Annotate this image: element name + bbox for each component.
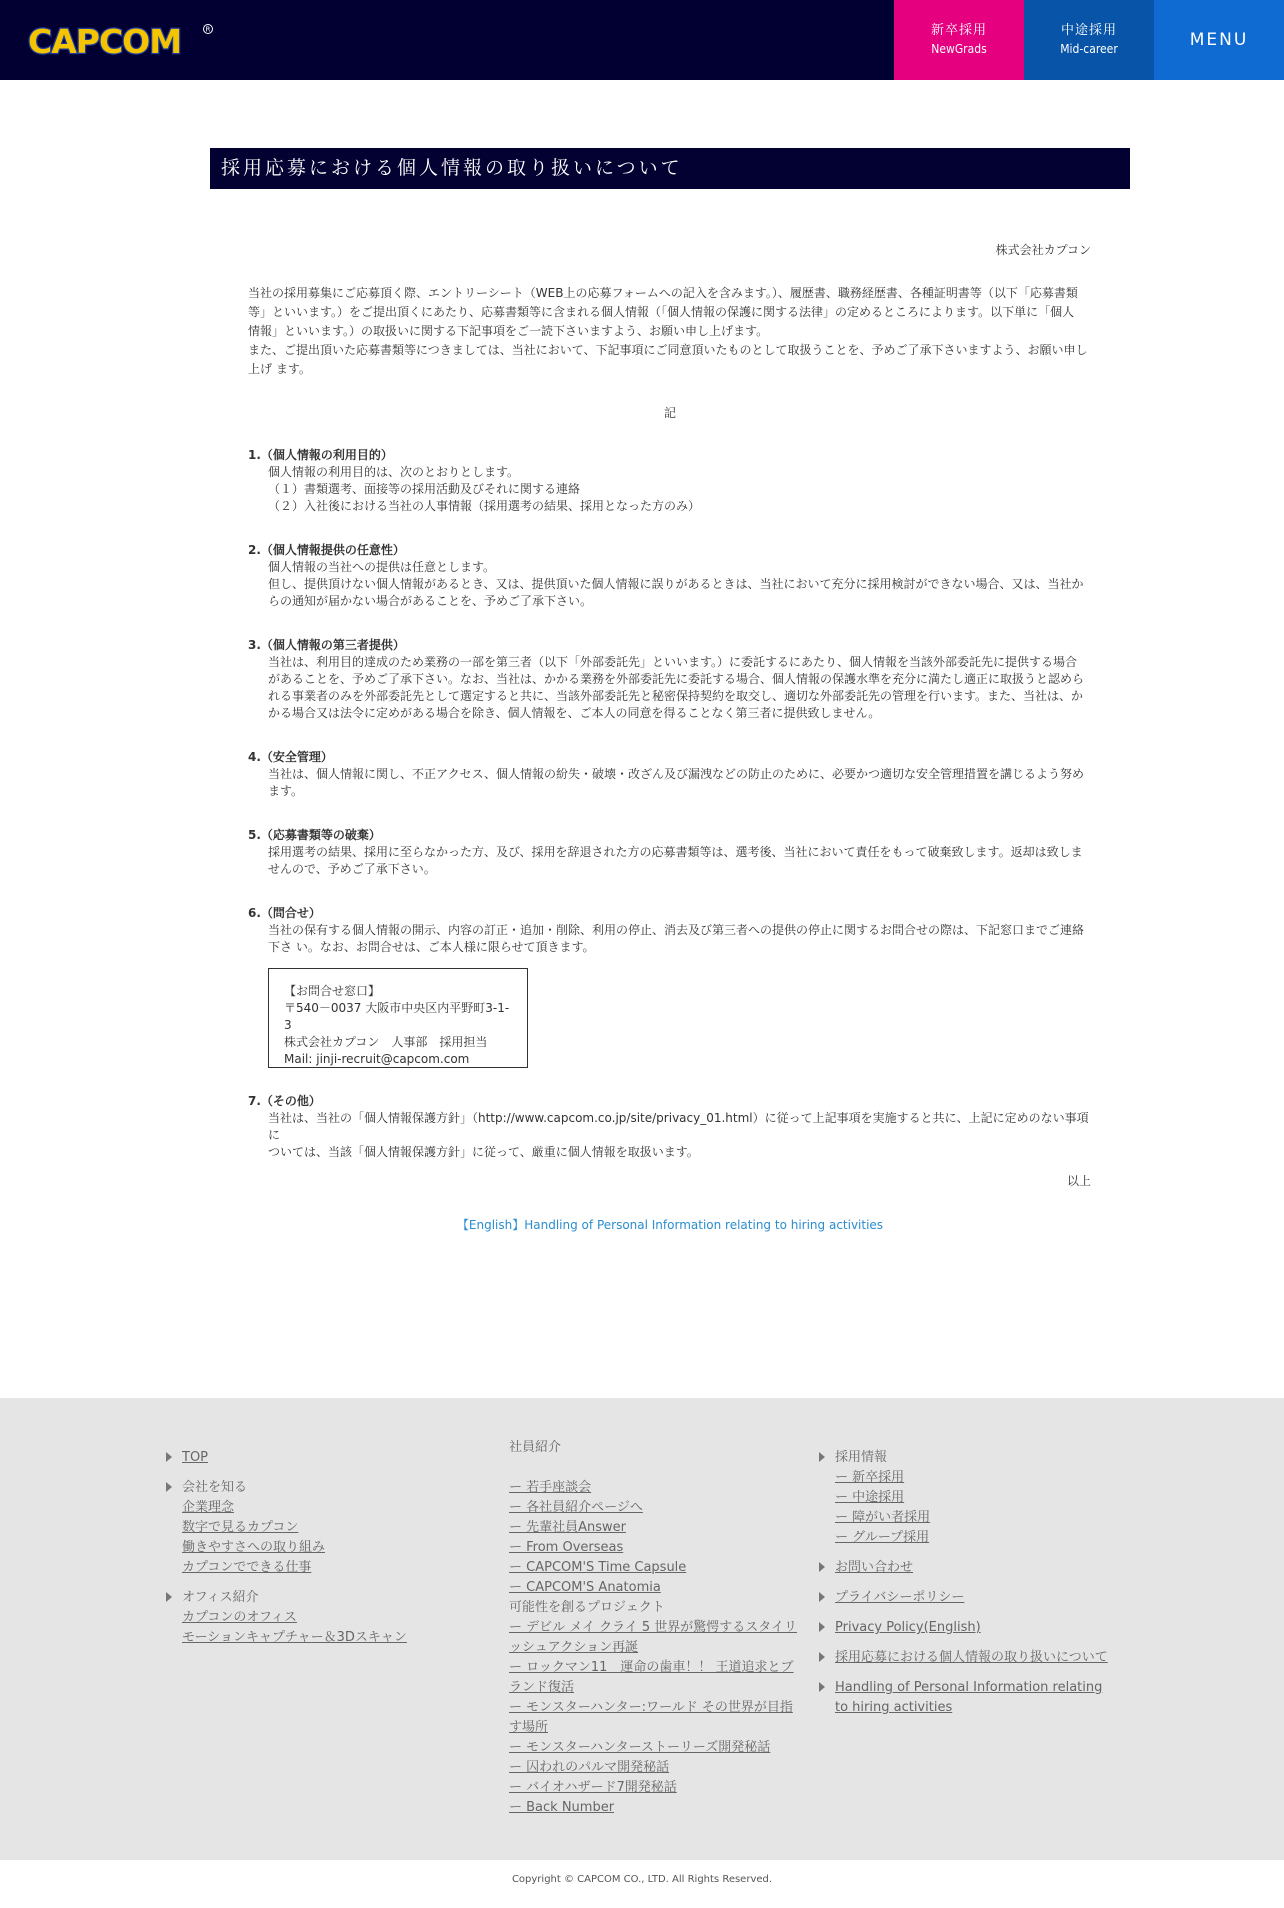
nav-newgrads-jp: 新卒採用 [930, 23, 987, 38]
footer-about-heading: 会社を知る [182, 1480, 248, 1495]
footer-group-top [182, 1448, 442, 1468]
section-voluntary [248, 542, 1090, 610]
footer-project-heading: 可能性を創るプロジェクト [509, 1600, 665, 1615]
site-header [0, 0, 1284, 80]
footer-link[interactable]: ー モンスターハンターストーリーズ開発秘話 [509, 1740, 771, 1755]
section-disposal [248, 827, 1090, 878]
section-heading: 6.（問合せ） [248, 906, 321, 920]
intro-text [248, 284, 1090, 379]
footer-link[interactable]: ー 障がい者採用 [835, 1510, 931, 1525]
footer-link[interactable]: 採用応募における個人情報の取り扱いについて [835, 1650, 1108, 1665]
section-other [248, 1093, 1090, 1161]
section-line: 当社は、個人情報に関し、不正アクセス、個人情報の紛失・破壊・改ざん及び漏洩などの防止のために、必要かつ適切な安全管理措置を講じるよう努め [268, 767, 1085, 781]
footer-group-handling-en [835, 1678, 1115, 1718]
footer-group-privacy [835, 1588, 1115, 1608]
section-line: 個人情報の利用目的は、次のとおりとします。 [268, 465, 520, 479]
section-inquiry [248, 905, 1090, 956]
contact-email: Mail: jinji-recruit@capcom.com [284, 1052, 470, 1066]
footer-link[interactable]: ー CAPCOM'S Time Capsule [509, 1560, 687, 1575]
footer-link[interactable]: 数字で見るカプコン [182, 1520, 299, 1535]
footer-link[interactable]: ー CAPCOM'S Anatomia [509, 1580, 661, 1595]
intro-line: 等」といいます。）をご提出頂くにあたり、応募書類等に含まれる個人情報（「個人情報の保護に関する法律」の定めるところによります。以下単に「個人 [248, 305, 1075, 319]
section-security [248, 749, 1090, 800]
footer-link[interactable]: プライバシーポリシー [835, 1590, 965, 1605]
footer-link[interactable]: ー グループ採用 [835, 1530, 930, 1545]
footer-group-office [182, 1588, 442, 1648]
triangle-bullet-icon [166, 1452, 172, 1462]
footer-col-recruit [835, 1448, 1115, 1728]
section-line: かる場合又は法令に定めがある場合を除き、個人情報を、ご本人の同意を得ることなく第三者に提供致しません。 [268, 706, 881, 720]
footer-link[interactable]: Privacy Policy(English) [835, 1620, 981, 1635]
triangle-bullet-icon [819, 1452, 825, 1462]
footer-group-contact [835, 1558, 1115, 1578]
footer-link[interactable]: ー 囚われのパルマ開発秘話 [509, 1760, 670, 1775]
contact-line: 株式会社カプコン 人事部 採用担当 [284, 1035, 488, 1049]
intro-line: 当社の採用募集にご応募頂く際、エントリーシート（WEB上の応募フォームへの記入を含みます。）、履歴書、職務経歴書、各種証明書等（以下「応募書類 [248, 286, 1078, 300]
nav-newgrads-en: NewGrads [931, 42, 987, 56]
company-name: 株式会社カプコン [995, 243, 1091, 257]
footer-link[interactable]: お問い合わせ [835, 1560, 914, 1575]
section-line: ます。 [268, 784, 304, 798]
section-line: 当社は、当社の「個人情報保護方針」（http://www.capcom.co.jp/site/privacy_01.html）に従って上記事項を実施すると共に、上記に定めのない事項に [268, 1111, 1089, 1142]
section-line: らの通知が届かない場合があることを、予めご了承下さい。 [268, 594, 593, 608]
section-heading: 1.（個人情報の利用目的） [248, 448, 393, 462]
contact-line: 〒540－0037 大阪市中央区内平野町3-1-3 [284, 1001, 510, 1032]
footer-link[interactable]: ー Back Number [509, 1800, 615, 1815]
triangle-bullet-icon [166, 1482, 172, 1492]
footer-link[interactable]: カプコンのオフィス [182, 1610, 297, 1625]
footer-office-heading: オフィス紹介 [182, 1590, 259, 1605]
section-line: 下さ い。なお、お問合せは、ご本人様に限らせて頂きます。 [268, 940, 595, 954]
footer-link[interactable]: カプコンでできる仕事 [182, 1560, 312, 1575]
triangle-bullet-icon [819, 1652, 825, 1662]
section-line: （１）書類選考、面接等の採用活動及びそれに関する連絡 [268, 482, 581, 496]
footer-link[interactable]: ー From Overseas [509, 1540, 624, 1555]
section-line: ついては、当該「個人情報保護方針」に従って、厳重に個人情報を取扱います。 [268, 1145, 699, 1159]
contact-box [268, 968, 528, 1068]
section-purpose [248, 447, 1090, 515]
footer-link[interactable]: ー モンスターハンター:ワールド その世界が目指す場所 [509, 1700, 793, 1735]
triangle-bullet-icon [166, 1592, 172, 1602]
footer-link[interactable]: ー 先輩社員Answer [509, 1520, 627, 1535]
menu-label: MENU [1189, 30, 1249, 50]
ijou-marker: 以上 [1066, 1174, 1091, 1188]
footer-link[interactable]: ー 若手座談会 [509, 1480, 592, 1495]
capcom-logo[interactable] [28, 22, 214, 60]
intro-line: 情報」といいます。）の取扱いに関する下記事項をご一読下さいますよう、お願い申し上げます。 [248, 324, 769, 338]
section-heading: 3.（個人情報の第三者提供） [248, 638, 405, 652]
svg-text:CAPCOM: CAPCOM [28, 22, 182, 60]
footer-link[interactable]: Handling of Personal Information relating to hiring activities [835, 1680, 1103, 1715]
footer-link[interactable]: ー ロックマン11 運命の歯車！！ 王道追求とブランド復活 [509, 1660, 794, 1695]
footer-group-recruit [835, 1448, 1115, 1548]
footer-link[interactable]: ー 各社員紹介ページへ [509, 1500, 643, 1515]
section-line: （２）入社後における当社の人事情報（採用選考の結果、採用となった方のみ） [268, 499, 701, 513]
nav-midcareer-en: Mid-career [1060, 42, 1118, 56]
nav-newgrads-button[interactable] [894, 0, 1024, 80]
site-footer [0, 1398, 1284, 1860]
footer-col-staff [509, 1438, 799, 1818]
footer-link[interactable]: ー 新卒採用 [835, 1470, 905, 1485]
section-heading: 7.（その他） [248, 1094, 321, 1108]
triangle-bullet-icon [819, 1562, 825, 1572]
section-line: せんので、予めご了承下さい。 [268, 862, 436, 876]
section-line: れる事業者のみを外部委託先として選定すると共に、当該外部委託先と秘密保持契約を取交し、適切な外部委託先の管理を行います。また、当社は、か [268, 689, 1084, 703]
section-third-party [248, 637, 1090, 722]
nav-midcareer-button[interactable] [1024, 0, 1154, 80]
section-heading: 5.（応募書類等の破棄） [248, 828, 381, 842]
intro-line: 上げ ます。 [248, 362, 311, 376]
section-line: 個人情報の当社への提供は任意とします。 [268, 560, 496, 574]
section-heading: 4.（安全管理） [248, 750, 333, 764]
section-line: 当社は、利用目的達成のため業務の一部を第三者（以下「外部委託先」といいます。）に委託するにあたり、個人情報を当該外部委託先に提供する場合 [268, 655, 1078, 669]
ki-marker: 記 [663, 406, 676, 420]
menu-button[interactable] [1154, 0, 1284, 80]
footer-link[interactable]: ー デビル メイ クライ 5 世界が驚愕するスタイリッシュアクション再誕 [509, 1620, 798, 1655]
section-line: があることを、予めご了承下さい。なお、当社は、かかる業務を外部委託先に委託する場合、個人情報の保護水準を充分に満たし適正に取扱うと認めら [268, 672, 1085, 686]
page-title: 採用応募における個人情報の取り扱いについて [210, 148, 1130, 189]
section-line: 当社の保有する個人情報の開示、内容の訂正・追加・削除、利用の停止、消去及び第三者への提供の停止に関するお問合せの際は、下記窓口までご連絡 [268, 923, 1085, 937]
copyright: Copyright © CAPCOM CO., LTD. All Rights Reserved. [0, 1860, 1284, 1908]
footer-link[interactable]: 企業理念 [182, 1500, 235, 1515]
triangle-bullet-icon [819, 1592, 825, 1602]
triangle-bullet-icon [819, 1682, 825, 1692]
nav-midcareer-jp: 中途採用 [1060, 23, 1117, 38]
footer-link[interactable]: 働きやすさへの取り組み [182, 1540, 326, 1555]
footer-staff-heading: 社員紹介 [509, 1440, 562, 1455]
contact-line: 【お問合せ窓口】 [284, 984, 381, 998]
footer-link-top[interactable]: TOP [182, 1450, 209, 1465]
intro-line: また、ご提出頂いた応募書類等につきましては、当社において、下記事項にご同意頂いたものとして取扱うことを、予めご了承下さいますよう、お願い申し [248, 343, 1088, 357]
triangle-bullet-icon [819, 1622, 825, 1632]
svg-text:R: R [205, 25, 211, 34]
footer-group-handling-jp [835, 1648, 1115, 1668]
footer-col-company [182, 1448, 442, 1658]
section-line: 採用選考の結果、採用に至らなかった方、及び、採用を辞退された方の応募書類等は、選考後、当社において責任をもって破棄致します。返却は致しま [268, 845, 1083, 859]
footer-link[interactable]: ー バイオハザード7開発秘話 [509, 1780, 677, 1795]
footer-link[interactable]: モーションキャプチャー＆3Dスキャン [182, 1630, 407, 1645]
english-version-link[interactable]: 【English】Handling of Personal Information relating to hiring activities [456, 1218, 884, 1232]
footer-group-about [182, 1478, 442, 1578]
footer-group-privacy-en [835, 1618, 1115, 1638]
footer-link[interactable]: ー 中途採用 [835, 1490, 905, 1505]
section-line: 但し、提供頂けない個人情報があるとき、又は、提供頂いた個人情報に誤りがあるときは、当社において充分に採用検討ができない場合、又は、当社か [268, 577, 1084, 591]
section-heading: 2.（個人情報提供の任意性） [248, 543, 405, 557]
footer-recruit-heading: 採用情報 [835, 1450, 888, 1465]
